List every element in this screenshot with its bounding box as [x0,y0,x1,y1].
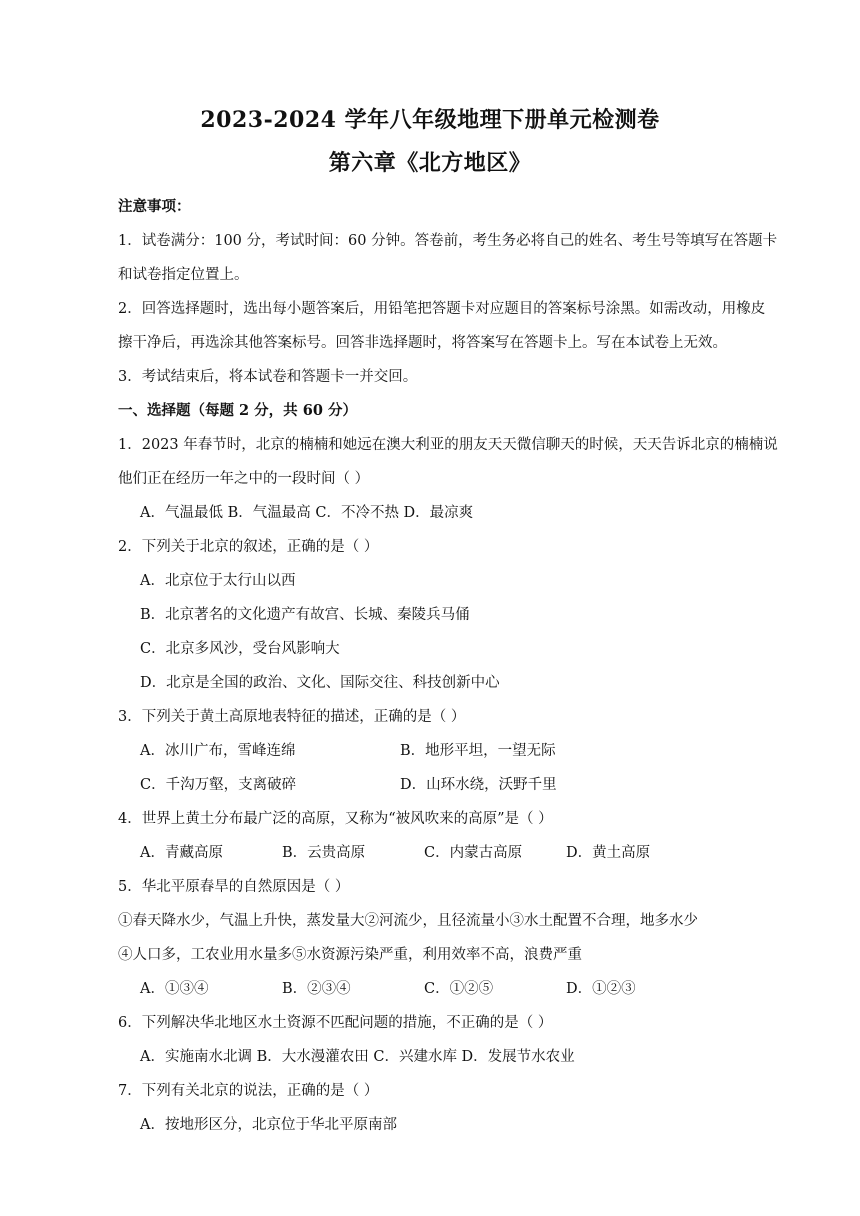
question-5-option-c: C．①②⑤ [424,981,494,997]
question-2-option-a: A．北京位于太行山以西 [140,573,296,589]
exam-content [118,190,778,1142]
question-3-option-d: D．山环水绕，沃野千里 [400,777,557,793]
question-3-stem: 3．下列关于黄土高原地表特征的描述，正确的是（ ） [118,709,466,725]
question-2-option-c: C．北京多风沙，受台风影响大 [140,641,340,657]
question-2-option-d: D．北京是全国的政治、文化、国际交往、科技创新中心 [140,675,500,691]
chapter-title: 第六章《北方地区》 [328,150,532,176]
question-1-stem-cont: 他们正在经历一年之中的一段时间（ ） [118,471,370,487]
question-4-stem: 4．世界上黄土分布最广泛的高原，又称为“被风吹来的高原”是（ ） [118,811,553,827]
question-5-option-b: B．②③④ [282,981,351,997]
question-3-option-b: B．地形平坦，一望无际 [400,743,556,759]
question-2-option-b: B．北京著名的文化遗产有故宫、长城、秦陵兵马俑 [140,607,470,623]
question-5-statements-1: ①春天降水少，气温上升快，蒸发量大②河流少，且径流量小③水土配置不合理，地多水少 [118,913,698,929]
question-4-option-c: C．内蒙古高原 [424,845,523,861]
question-6-stem: 6．下列解决华北地区水土资源不匹配问题的措施，不正确的是（ ） [118,1015,553,1031]
question-5-options [118,972,768,1006]
question-4-option-a: A．青藏高原 [140,845,223,861]
note-line: 3．考试结束后，将本试卷和答题卡一并交回。 [118,369,418,385]
question-5-option-a: A．①③④ [140,981,209,997]
question-5-statements-2: ④人口多，工农业用水量多⑤水资源污染严重，利用效率不高，浪费严重 [118,947,582,963]
notes-heading: 注意事项： [118,198,191,215]
question-3-options-row-2 [118,768,768,802]
question-6-options: A．实施南水北调 B．大水漫灌农田 C．兴建水库 D．发展节水农业 [140,1049,575,1065]
note-line: 擦干净后，再选涂其他答案标号。回答非选择题时，将答案写在答题卡上。写在本试卷上无效。 [118,335,727,351]
question-7-stem: 7．下列有关北京的说法，正确的是（ ） [118,1083,379,1099]
question-4-options [118,836,768,870]
note-line: 1．试卷满分：100 分，考试时间：60 分钟。答卷前，考生务必将自己的姓名、考生号等填写在答题卡 [118,233,778,249]
question-4-option-b: B．云贵高原 [282,845,366,861]
question-1-stem: 1．2023 年春节时，北京的楠楠和她远在澳大利亚的朋友天天微信聊天的时候，天天告诉北京的楠楠说 [118,437,778,453]
question-7-option-a: A．按地形区分，北京位于华北平原南部 [140,1117,397,1133]
question-5-stem: 5．华北平原春旱的自然原因是（ ） [118,879,350,895]
question-3-option-c: C．千沟万壑，支离破碎 [140,777,297,793]
question-5-option-d: D．①②③ [566,981,636,997]
section-heading: 一、选择题（每题 2 分，共 60 分） [118,402,357,419]
note-line: 和试卷指定位置上。 [118,267,249,283]
question-4-option-d: D．黄土高原 [566,845,651,861]
question-3-option-a: A．冰川广布，雪峰连绵 [140,743,296,759]
question-2-stem: 2．下列关于北京的叙述，正确的是（ ） [118,539,379,555]
question-1-options: A．气温最低 B．气温最高 C．不冷不热 D．最凉爽 [140,505,474,521]
note-line: 2．回答选择题时，选出每小题答案后，用铅笔把答题卡对应题目的答案标号涂黑。如需改动，用橡皮 [118,301,766,317]
exam-title: 2023-2024 学年八年级地理下册单元检测卷 [200,107,660,133]
question-3-options-row-1 [118,734,768,768]
